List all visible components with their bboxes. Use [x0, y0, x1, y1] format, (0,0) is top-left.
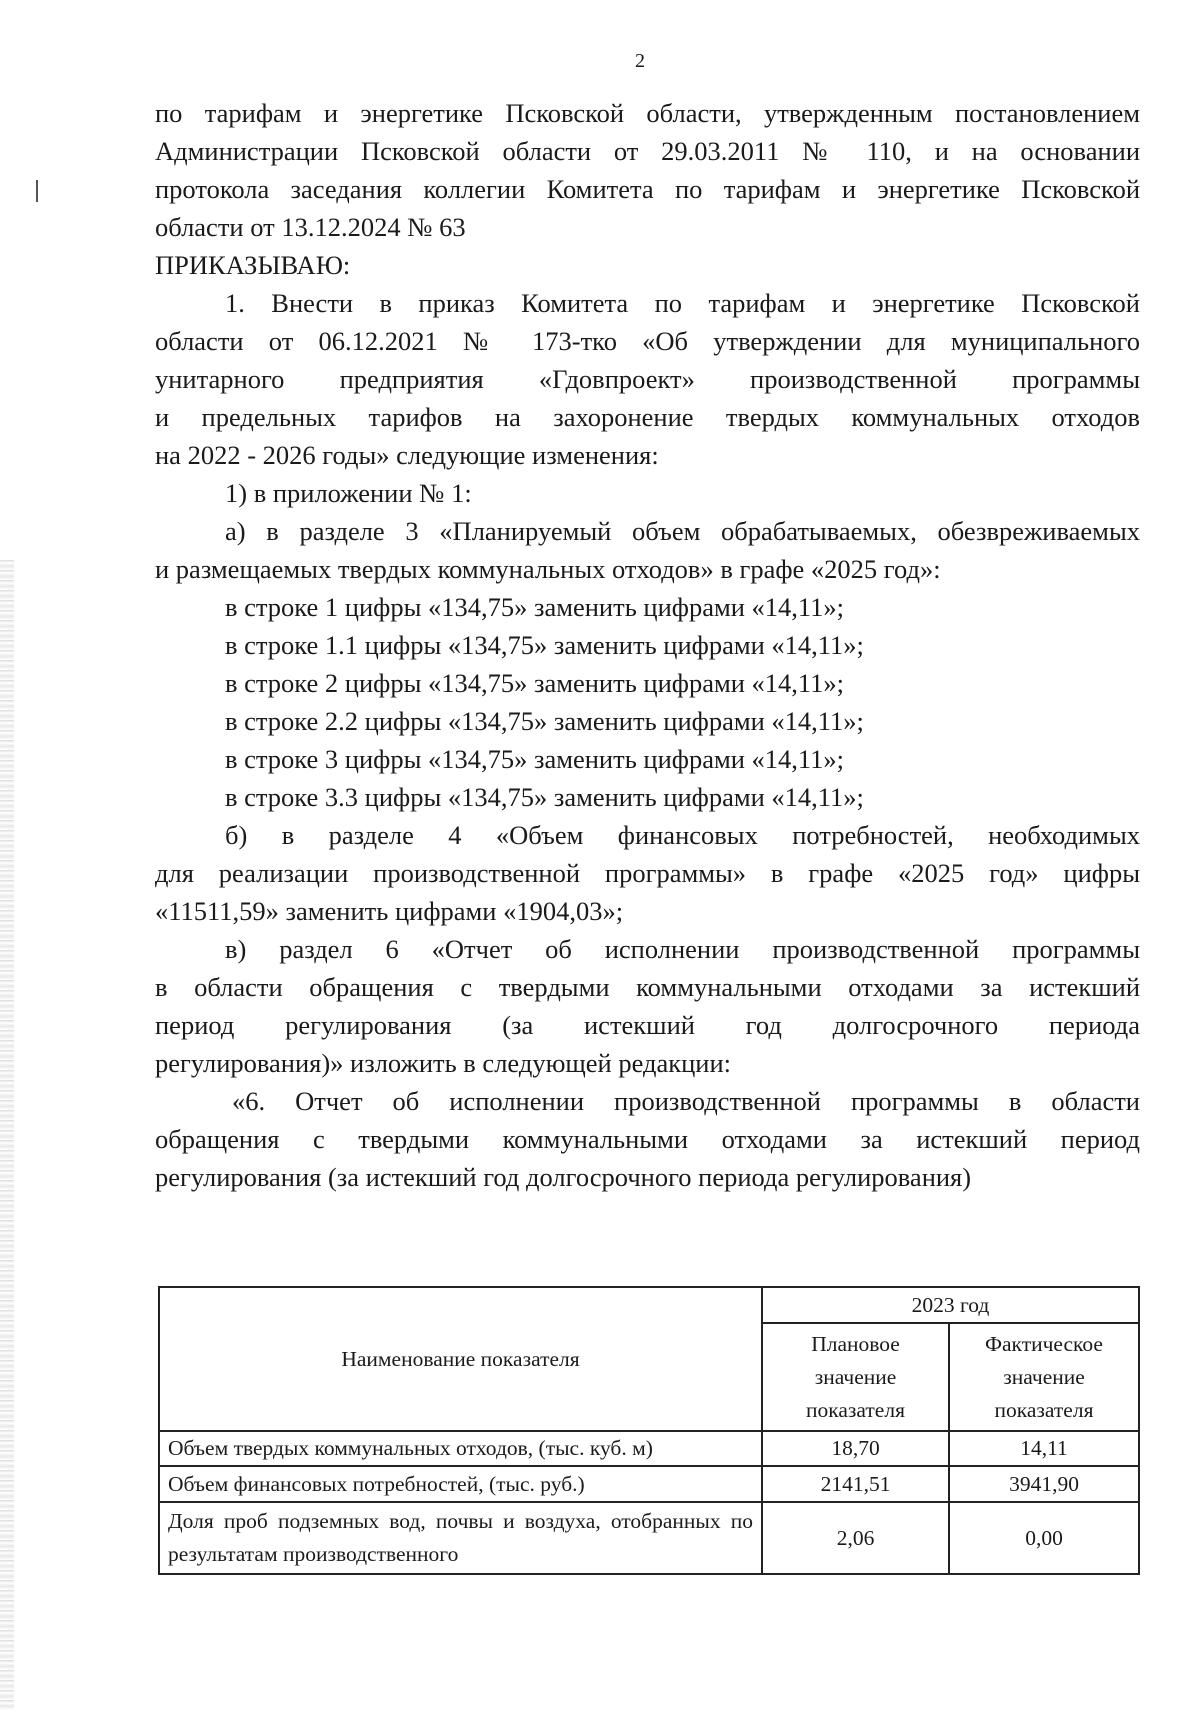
replacement-line: в строке 3 цифры «134,75» заменить цифрами «14,11»; [225, 744, 845, 774]
replacement-line: в строке 1.1 цифры «134,75» заменить цифрами «14,11»; [225, 630, 864, 660]
page-number: 2 [635, 50, 645, 72]
paragraph-line: и предельных тарифов на захоронение твердых коммунальных отходов [155, 402, 1140, 432]
row-name: Доля проб подземных вод, почвы и воздуха, отобранных по результатам производственного [159, 1502, 762, 1574]
table-row [159, 1502, 1139, 1574]
row-plan-value: 2,06 [762, 1502, 949, 1574]
row-name: Объем твердых коммунальных отходов, (тыс. куб. м) [159, 1431, 762, 1466]
row-name: Объем финансовых потребностей, (тыс. руб.) [159, 1466, 762, 1502]
paragraph-line: в) раздел 6 «Отчет об исполнении производственной программы [225, 934, 1140, 964]
report-table [158, 1286, 1140, 1575]
paragraph-line: регулирования (за истекший год долгосрочного периода регулирования) [155, 1162, 972, 1192]
paragraph-line: регулирования)» изложить в следующей редакции: [155, 1048, 732, 1078]
paragraph-line: «6. Отчет об исполнении производственной программы в области [232, 1086, 1140, 1116]
paragraph-line: 1) в приложении № 1: [225, 478, 472, 508]
paragraph-line: б) в разделе 4 «Объем финансовых потребностей, необходимых [225, 820, 1140, 850]
replacement-line: в строке 2.2 цифры «134,75» заменить цифрами «14,11»; [225, 706, 864, 736]
table-header-row [159, 1287, 1139, 1323]
paragraph-line: и размещаемых твердых коммунальных отходов» в графе «2025 год»: [155, 554, 941, 584]
header-fact: Фактическое значение показателя [949, 1323, 1139, 1431]
header-plan: Плановое значение показателя [762, 1323, 949, 1431]
replacement-line: в строке 1 цифры «134,75» заменить цифрами «14,11»; [225, 592, 845, 622]
paragraph-line: области от 13.12.2024 № 63 [155, 212, 466, 242]
table-row [159, 1466, 1139, 1502]
paragraph-line: обращения с твердыми коммунальными отходами за истекший период [155, 1124, 1140, 1154]
order-heading: ПРИКАЗЫВАЮ: [155, 250, 351, 280]
row-fact-value: 14,11 [949, 1431, 1139, 1466]
paragraph-line: по тарифам и энергетике Псковской области, утвержденным постановлением [155, 98, 1140, 128]
paragraph-line: области от 06.12.2021 № 173-тко «Об утверждении для муниципального [155, 326, 1140, 356]
paragraph-line: протокола заседания коллегии Комитета по тарифам и энергетике Псковской [155, 174, 1140, 204]
paragraph-line: на 2022 - 2026 годы» следующие изменения: [155, 440, 659, 470]
header-year: 2023 год [762, 1287, 1139, 1323]
table-row [159, 1431, 1139, 1466]
row-fact-value: 3941,90 [949, 1466, 1139, 1502]
row-plan-value: 18,70 [762, 1431, 949, 1466]
paragraph-line: «11511,59» заменить цифрами «1904,03»; [155, 896, 624, 926]
header-indicator: Наименование показателя [159, 1287, 762, 1431]
paragraph-line: Администрации Псковской области от 29.03.2011 № 110, и на основании [155, 136, 1140, 166]
paragraph-line: период регулирования (за истекший год долгосрочного периода [155, 1010, 1140, 1040]
scan-artifact-mark [36, 180, 38, 202]
paragraph-line: а) в разделе 3 «Планируемый объем обрабатываемых, обезвреживаемых [225, 516, 1140, 546]
paragraph-line: 1. Внести в приказ Комитета по тарифам и энергетике Псковской [225, 288, 1140, 318]
replacement-line: в строке 2 цифры «134,75» заменить цифрами «14,11»; [225, 668, 845, 698]
replacement-line: в строке 3.3 цифры «134,75» заменить цифрами «14,11»; [225, 782, 864, 812]
scan-artifact-edge [0, 560, 14, 1710]
row-fact-value: 0,00 [949, 1502, 1139, 1574]
paragraph-line: унитарного предприятия «Гдовпроект» производственной программы [155, 364, 1140, 394]
paragraph-line: в области обращения с твердыми коммунальными отходами за истекший [155, 972, 1140, 1002]
paragraph-line: для реализации производственной программы» в графе «2025 год» цифры [155, 858, 1140, 888]
row-plan-value: 2141,51 [762, 1466, 949, 1502]
